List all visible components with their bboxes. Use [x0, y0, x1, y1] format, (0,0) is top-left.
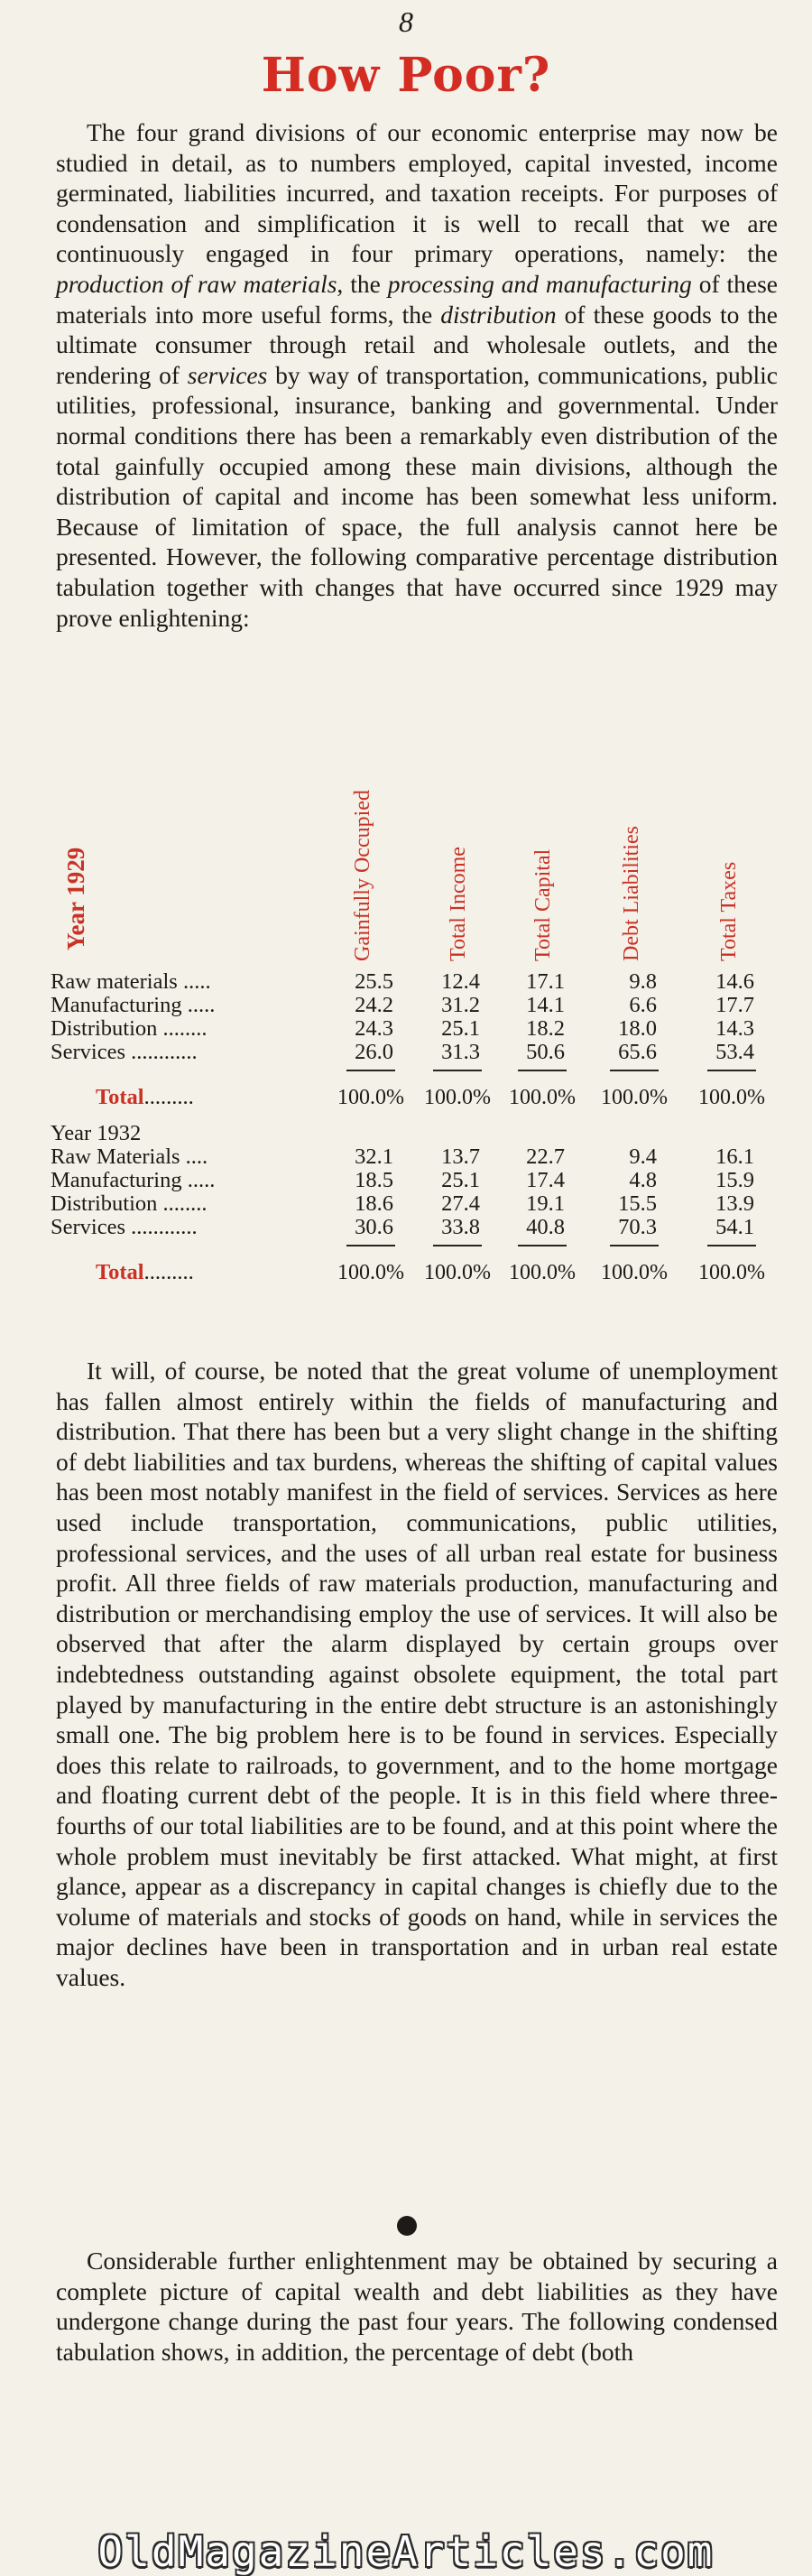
table-cell: 18.6: [355, 1191, 393, 1216]
table-cell: 13.9: [715, 1191, 754, 1216]
row-label: Services ............: [51, 1215, 198, 1239]
table-cell: 65.6: [618, 1040, 657, 1064]
text-run: by way of transportation, communications, public utilities, professional, insurance, banking and governmental. Under normal conditions there has been a remarkably even distribution of the total gainfully occupied among these main divisions, although the distribution of capital and income has been somewhat less uniform. Because of limitation of space, the full analysis cannot here be presented. However, the following comparative percentage distribution tabulation together with changes that have occurred since 1929 may prove enlightening:: [56, 360, 778, 632]
table-cell: 24.2: [355, 993, 393, 1017]
column-header: Debt Liabilities: [620, 826, 643, 961]
column-rule: [610, 1245, 659, 1246]
text-run: , the: [337, 269, 388, 298]
column-rule: [518, 1070, 567, 1071]
table-cell: 15.5: [618, 1191, 657, 1216]
table-cell: 18.5: [355, 1168, 393, 1192]
column-rule: [433, 1070, 482, 1071]
table-cell: 18.0: [618, 1016, 657, 1041]
table-cell: 12.4: [441, 969, 480, 994]
row-label: Distribution ........: [51, 1016, 208, 1041]
table-cell: 70.3: [618, 1215, 657, 1239]
table-cell: 13.7: [441, 1144, 480, 1169]
table-cell: 31.3: [441, 1040, 480, 1064]
column-rule: [346, 1070, 395, 1071]
table-cell: 31.2: [441, 993, 480, 1017]
table-cell: 14.6: [715, 969, 754, 994]
total-cell: 100.0%: [509, 1261, 576, 1284]
total-cell: 100.0%: [424, 1086, 491, 1109]
column-rule: [707, 1245, 756, 1246]
table-cell: 32.1: [355, 1144, 393, 1169]
table-cell: 40.8: [526, 1215, 565, 1239]
emphasis-services: services: [187, 360, 268, 389]
total-cell: 100.0%: [337, 1261, 404, 1284]
total-cell: 100.0%: [601, 1261, 668, 1284]
total-row-label: Total.........: [96, 1260, 194, 1284]
row-label: Services ............: [51, 1040, 198, 1064]
table-cell: 53.4: [715, 1040, 754, 1064]
table-cell: 27.4: [441, 1191, 480, 1216]
emphasis-raw-materials: production of raw materials: [56, 269, 337, 298]
column-rule: [610, 1070, 659, 1071]
emphasis-distribution: distribution: [440, 300, 557, 329]
column-header: Total Capital: [531, 848, 555, 961]
total-cell: 100.0%: [509, 1086, 576, 1109]
section-divider-bullet: [397, 2216, 417, 2236]
page-number: 8: [399, 5, 413, 38]
table-cell: 16.1: [715, 1144, 754, 1169]
total-cell: 100.0%: [698, 1086, 765, 1109]
table-cell: 19.1: [526, 1191, 565, 1216]
table-cell: 17.7: [715, 993, 754, 1017]
table-cell: 26.0: [355, 1040, 393, 1064]
table-cell: 14.1: [526, 993, 565, 1017]
column-rule: [707, 1070, 756, 1071]
row-label: Manufacturing .....: [51, 1168, 216, 1192]
table-cell: 54.1: [715, 1215, 754, 1239]
total-cell: 100.0%: [424, 1261, 491, 1284]
table-cell: 25.5: [355, 969, 393, 994]
column-rule: [518, 1245, 567, 1246]
total-cell: 100.0%: [698, 1261, 765, 1284]
table-cell: 17.4: [526, 1168, 565, 1192]
row-label: Raw materials .....: [51, 969, 211, 994]
table-cell: 18.2: [526, 1016, 565, 1041]
distribution-table: [51, 790, 781, 1349]
total-cell: 100.0%: [337, 1086, 404, 1109]
table-cell: 9.8: [629, 969, 657, 994]
year-1932-label: Year 1932: [51, 1121, 142, 1145]
column-header: Total Income: [447, 847, 470, 961]
table-cell: 50.6: [526, 1040, 565, 1064]
total-row-label: Total.........: [96, 1085, 194, 1109]
intro-paragraph: [56, 117, 778, 633]
table-cell: 14.3: [715, 1016, 754, 1041]
table-cell: 25.1: [441, 1016, 480, 1041]
table-cell: 17.1: [526, 969, 565, 994]
column-rule: [433, 1245, 482, 1246]
table-cell: 33.8: [441, 1215, 480, 1239]
total-cell: 100.0%: [601, 1086, 668, 1109]
text-run: of these goods to the ultimate consumer through retail and wholesale outlets, and the rendering of: [56, 300, 778, 389]
analysis-paragraph: [56, 1356, 778, 1992]
table-cell: 9.4: [629, 1144, 657, 1169]
table-cell: 6.6: [629, 993, 657, 1017]
closing-paragraph: [56, 2246, 778, 2367]
row-label: Manufacturing .....: [51, 993, 216, 1017]
row-label: Raw Materials ....: [51, 1144, 208, 1169]
column-header: Total Taxes: [717, 861, 741, 961]
table-cell: 4.8: [629, 1168, 657, 1192]
text-run: The four grand divisions of our economic enterprise may now be studied in detail, as to numbers employed, capital invested, income germinated, liabilities incurred, and taxation receipts. For purposes of condensation and simplification it is well to recall that we are continuously engaged in four primary operations, namely: the: [56, 118, 778, 268]
text-run: of these materials into more useful forms, the: [56, 269, 778, 329]
column-rule: [346, 1245, 395, 1246]
table-cell: 24.3: [355, 1016, 393, 1041]
year-1929-header: Year 1929: [62, 847, 89, 950]
article-title: How Poor?: [261, 48, 551, 103]
watermark-footer: OldMagazineArticles.com: [97, 2527, 715, 2576]
table-cell: 15.9: [715, 1168, 754, 1192]
column-header: Gainfully Occupied: [351, 790, 374, 961]
paragraph-text: It will, of course, be noted that the great volume of unemployment has fallen almost entirely within the fields of manufacturing and distribution. That there has been but a very slight change in the shifting of debt liabilities and tax burdens, whereas the shifting of capital values has been most notably manifest in the field of services. Services as here used include transportation, communications, public utilities, professional services, and the uses of all urban real estate for business profit. All three fields of raw materials production, manufacturing and distribution or merchandising employ the use of services. It will also be observed that after the alarm displayed by certain groups over indebtedness outstanding against obsolete equipment, the total part played by manufacturing in the entire debt structure is an astonishingly small one. The big problem here is to be found in services. Especially does this relate to railroads, to government, and to the home mortgage and floating current debt of the people. It is in this field where three-fourths of our total liabilities are to be found, and at this point where the whole problem must inevitably be first attacked. What might, at first glance, appear as a discrepancy in capital changes is chiefly due to the volume of materials and stocks of goods on hand, while in services the major declines have been in transportation and in urban real estate values.: [56, 1357, 778, 1991]
table-cell: 25.1: [441, 1168, 480, 1192]
table-cell: 22.7: [526, 1144, 565, 1169]
row-label: Distribution ........: [51, 1191, 208, 1216]
paragraph-text: Considerable further enlightenment may be obtained by securing a complete picture of capital wealth and debt liabilities as they have undergone change during the past four years. The following condensed tabulation shows, in addition, the percentage of debt (both: [56, 2247, 778, 2366]
table-cell: 30.6: [355, 1215, 393, 1239]
emphasis-processing: processing and manufacturing: [387, 269, 692, 298]
